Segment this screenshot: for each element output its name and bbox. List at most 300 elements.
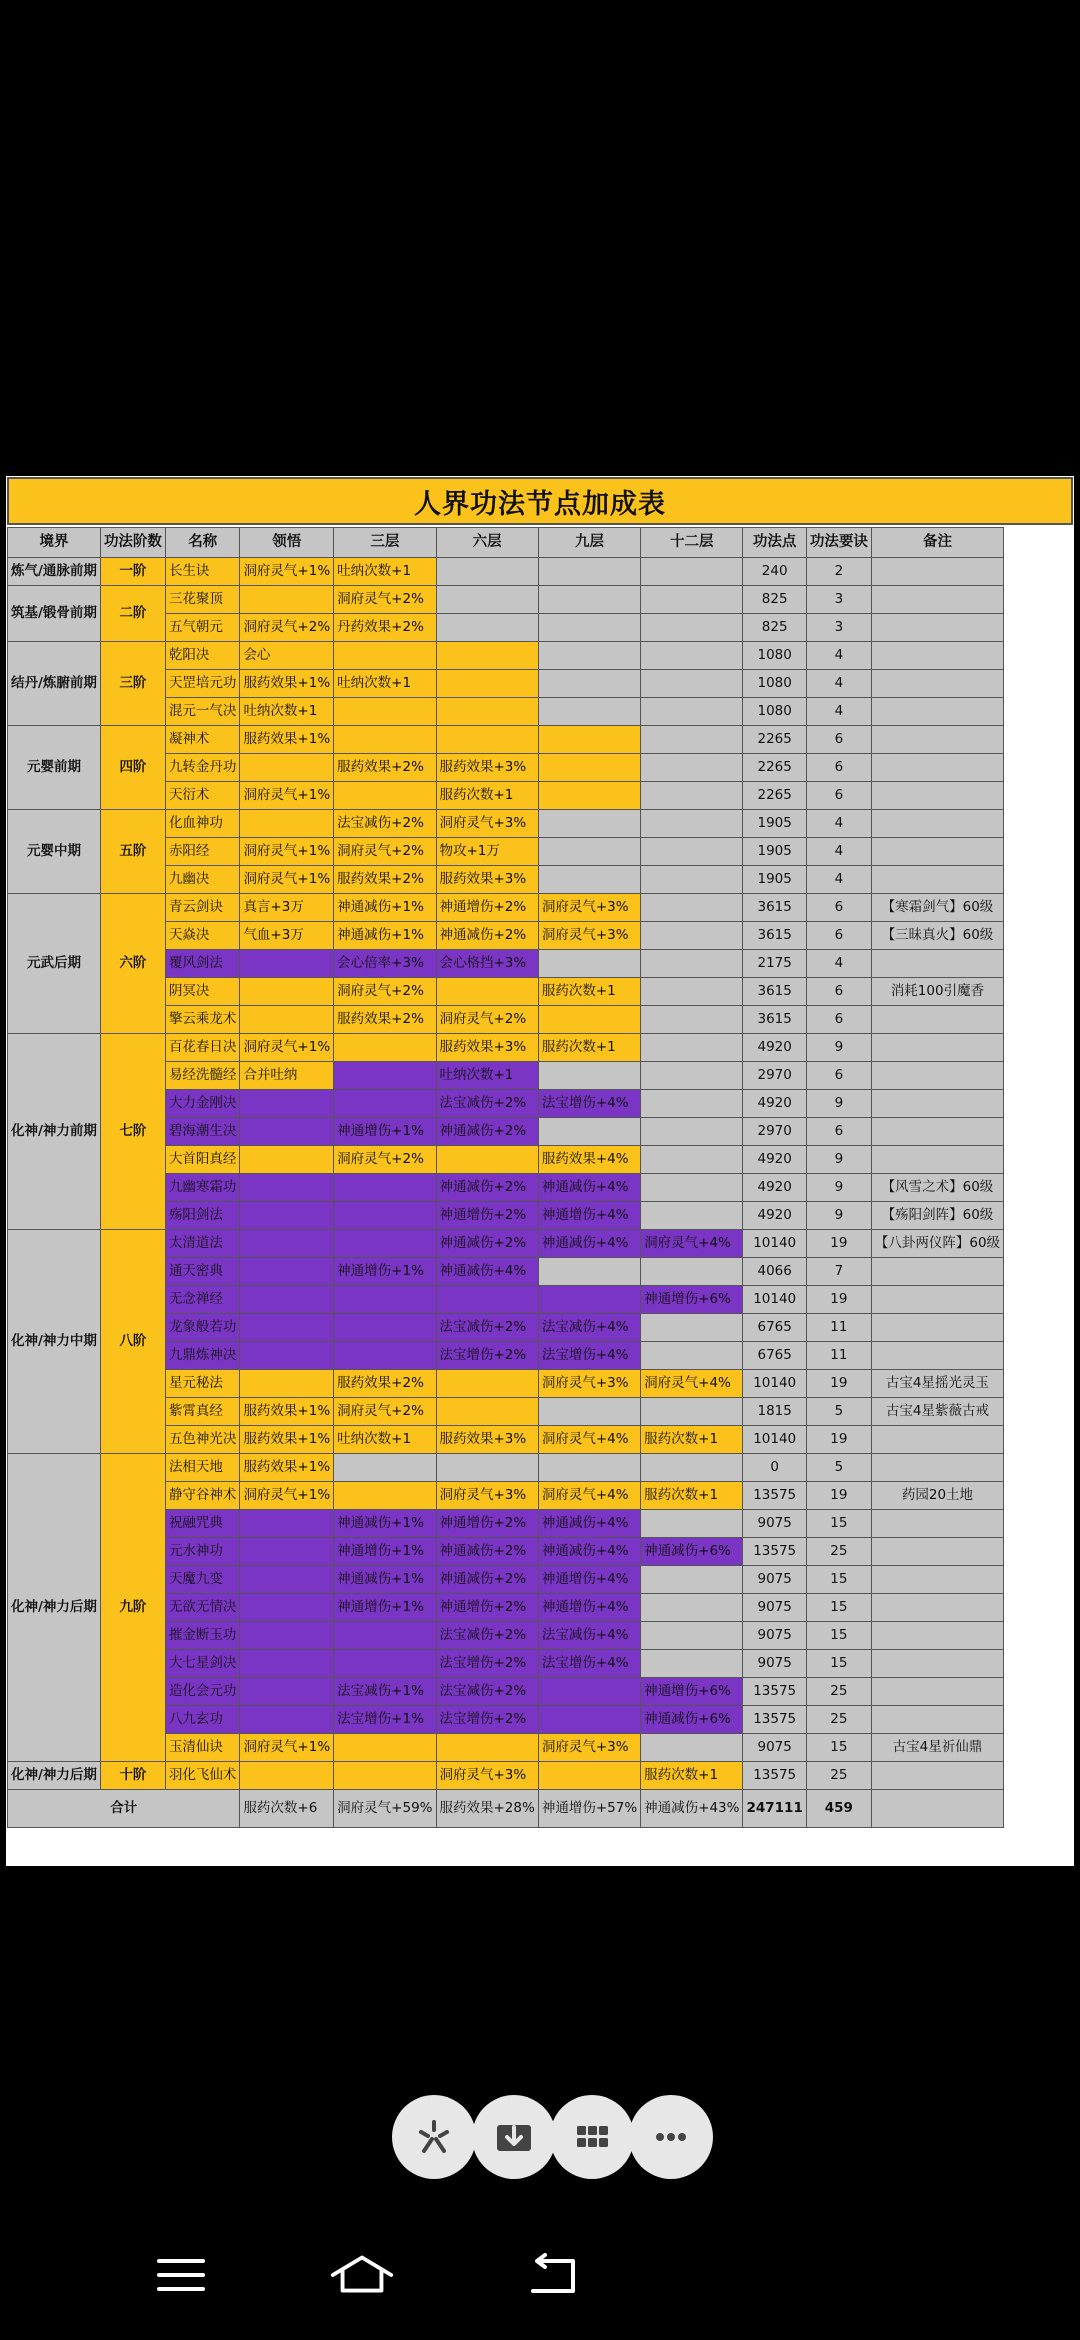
bonus-cell: 洞府灵气+1% <box>240 1734 334 1762</box>
note-cell <box>871 1062 1003 1090</box>
keys-cell: 6 <box>806 1118 871 1146</box>
total-bonus: 神通减伤+43% <box>641 1790 743 1828</box>
bonus-cell: 法宝增伤+1% <box>334 1706 436 1734</box>
keys-cell: 6 <box>806 894 871 922</box>
note-cell <box>871 1258 1003 1286</box>
bonus-cell: 洞府灵气+2% <box>334 1146 436 1174</box>
bonus-cell: 洞府灵气+1% <box>240 1482 334 1510</box>
note-cell <box>871 1286 1003 1314</box>
nav-home-button[interactable] <box>327 2240 397 2310</box>
bonus-cell: 法宝减伤+2% <box>334 810 436 838</box>
bonus-cell: 洞府灵气+4% <box>538 1482 640 1510</box>
points-cell: 4066 <box>743 1258 806 1286</box>
table-row <box>8 642 1004 670</box>
table-row <box>8 810 1004 838</box>
grade-cell: 三阶 <box>100 642 165 726</box>
bonus-cell <box>641 1034 743 1062</box>
bonus-cell: 丹药效果+2% <box>334 614 436 642</box>
keys-cell: 25 <box>806 1678 871 1706</box>
bonus-cell: 洞府灵气+2% <box>334 586 436 614</box>
total-row <box>8 1790 1004 1828</box>
keys-cell: 6 <box>806 978 871 1006</box>
points-cell: 13575 <box>743 1762 806 1790</box>
note-cell: 【三昧真火】60级 <box>871 922 1003 950</box>
bonus-cell <box>334 1286 436 1314</box>
bonus-cell <box>240 1678 334 1706</box>
bonus-cell: 洞府灵气+3% <box>436 810 538 838</box>
bonus-cell <box>334 726 436 754</box>
bonus-cell: 神通减伤+6% <box>641 1706 743 1734</box>
technique-name: 通天密典 <box>165 1258 240 1286</box>
bonus-cell: 神通减伤+4% <box>538 1538 640 1566</box>
technique-name: 覆风剑法 <box>165 950 240 978</box>
technique-name: 三花聚顶 <box>165 586 240 614</box>
bonus-cell <box>641 810 743 838</box>
bonus-cell <box>641 894 743 922</box>
bonus-cell: 服药效果+1% <box>240 1398 334 1426</box>
bonus-cell: 服药效果+1% <box>240 726 334 754</box>
bonus-cell: 法宝增伤+4% <box>538 1090 640 1118</box>
grid-button[interactable] <box>550 2095 634 2179</box>
bonus-cell <box>334 1314 436 1342</box>
technique-name: 无念禅经 <box>165 1286 240 1314</box>
bonus-cell <box>436 614 538 642</box>
bonus-cell: 洞府灵气+3% <box>538 894 640 922</box>
technique-name: 凝神术 <box>165 726 240 754</box>
bonus-cell <box>641 754 743 782</box>
points-cell: 9075 <box>743 1734 806 1762</box>
bonus-cell <box>334 1734 436 1762</box>
bonus-cell: 神通减伤+1% <box>334 894 436 922</box>
keys-cell: 15 <box>806 1622 871 1650</box>
column-header: 备注 <box>871 528 1003 558</box>
points-cell: 2970 <box>743 1062 806 1090</box>
bonus-cell: 神通增伤+4% <box>538 1594 640 1622</box>
realm-cell: 元婴中期 <box>8 810 101 894</box>
bonus-cell <box>334 1062 436 1090</box>
column-header: 六层 <box>436 528 538 558</box>
realm-cell: 元婴前期 <box>8 726 101 810</box>
keys-cell: 25 <box>806 1762 871 1790</box>
bonus-cell: 服药次数+1 <box>436 782 538 810</box>
bonus-cell <box>641 838 743 866</box>
points-cell: 2265 <box>743 726 806 754</box>
bonus-cell <box>641 1090 743 1118</box>
keys-cell: 19 <box>806 1286 871 1314</box>
note-cell <box>871 1146 1003 1174</box>
bonus-cell <box>240 1286 334 1314</box>
note-cell <box>871 754 1003 782</box>
bonus-cell: 神通减伤+1% <box>334 1566 436 1594</box>
table-title: 人界功法节点加成表 <box>7 477 1073 525</box>
keys-cell: 19 <box>806 1426 871 1454</box>
note-cell <box>871 558 1003 586</box>
grade-cell: 十阶 <box>100 1762 165 1790</box>
bonus-cell <box>641 1146 743 1174</box>
bonus-cell <box>436 1734 538 1762</box>
bonus-cell: 吐纳次数+1 <box>334 670 436 698</box>
bonus-cell: 神通减伤+2% <box>436 1174 538 1202</box>
bonus-cell <box>436 1454 538 1482</box>
points-cell: 2175 <box>743 950 806 978</box>
bonus-cell: 神通增伤+4% <box>538 1202 640 1230</box>
points-cell: 3615 <box>743 1006 806 1034</box>
bonus-cell: 会心倍率+3% <box>334 950 436 978</box>
bonus-cell: 洞府灵气+2% <box>334 978 436 1006</box>
bonus-cell <box>334 1482 436 1510</box>
grade-cell: 六阶 <box>100 894 165 1034</box>
bonus-cell <box>240 1342 334 1370</box>
bonus-cell <box>240 978 334 1006</box>
table-row <box>8 726 1004 754</box>
bonus-cell <box>334 1174 436 1202</box>
column-header: 境界 <box>8 528 101 558</box>
keys-cell: 6 <box>806 1006 871 1034</box>
bonus-cell <box>436 642 538 670</box>
bonus-cell: 吐纳次数+1 <box>334 1426 436 1454</box>
bonus-cell <box>436 1398 538 1426</box>
technique-name: 五色神光决 <box>165 1426 240 1454</box>
bonus-cell: 服药次数+1 <box>641 1762 743 1790</box>
bonus-cell <box>240 1230 334 1258</box>
keys-cell: 9 <box>806 1146 871 1174</box>
realm-cell: 化神/神力后期 <box>8 1762 101 1790</box>
keys-cell: 15 <box>806 1734 871 1762</box>
nav-back-button[interactable] <box>516 2240 586 2310</box>
keys-cell: 15 <box>806 1510 871 1538</box>
bonus-cell: 会心 <box>240 642 334 670</box>
keys-cell: 9 <box>806 1174 871 1202</box>
realm-cell: 元武后期 <box>8 894 101 1034</box>
keys-cell: 3 <box>806 586 871 614</box>
bonus-cell <box>641 866 743 894</box>
menu-icon <box>153 2255 209 2295</box>
note-cell <box>871 586 1003 614</box>
bonus-cell: 吐纳次数+1 <box>334 558 436 586</box>
bonus-cell <box>240 754 334 782</box>
bonus-cell: 洞府灵气+4% <box>538 1426 640 1454</box>
note-cell <box>871 838 1003 866</box>
bonus-cell: 气血+3万 <box>240 922 334 950</box>
points-cell: 3615 <box>743 978 806 1006</box>
technique-name: 八九玄功 <box>165 1706 240 1734</box>
bonus-cell <box>240 1146 334 1174</box>
grade-cell: 八阶 <box>100 1230 165 1454</box>
bonus-cell <box>436 558 538 586</box>
bonus-cell <box>538 586 640 614</box>
bonus-cell <box>240 1370 334 1398</box>
keys-cell: 6 <box>806 754 871 782</box>
realm-cell: 化神/神力前期 <box>8 1034 101 1230</box>
more-button[interactable] <box>629 2095 713 2179</box>
bonus-cell: 吐纳次数+1 <box>436 1062 538 1090</box>
table-row <box>8 558 1004 586</box>
bonus-cell <box>240 1258 334 1286</box>
bonus-cell: 洞府灵气+3% <box>436 1762 538 1790</box>
bonus-cell: 洞府灵气+2% <box>334 838 436 866</box>
image-viewer-controls <box>0 2065 1080 2185</box>
note-cell <box>871 698 1003 726</box>
column-header: 功法点 <box>743 528 806 558</box>
note-cell: 药园20土地 <box>871 1482 1003 1510</box>
column-header: 功法阶数 <box>100 528 165 558</box>
bonus-cell <box>436 670 538 698</box>
bonus-cell <box>538 1762 640 1790</box>
technique-name: 大首阳真经 <box>165 1146 240 1174</box>
bonus-cell <box>436 1286 538 1314</box>
note-cell <box>871 1034 1003 1062</box>
note-cell <box>871 1454 1003 1482</box>
points-cell: 9075 <box>743 1650 806 1678</box>
technique-name: 天焱决 <box>165 922 240 950</box>
technique-name: 混元一气决 <box>165 698 240 726</box>
bonus-cell: 神通增伤+1% <box>334 1118 436 1146</box>
bonus-cell <box>436 698 538 726</box>
bonus-cell <box>641 586 743 614</box>
table-row <box>8 1454 1004 1482</box>
note-cell: 【风雪之术】60级 <box>871 1174 1003 1202</box>
bonus-cell <box>538 1678 640 1706</box>
keys-cell: 11 <box>806 1342 871 1370</box>
bonus-cell: 洞府灵气+3% <box>538 1734 640 1762</box>
technique-name: 祝融咒典 <box>165 1510 240 1538</box>
bonus-cell <box>436 978 538 1006</box>
bonus-cell: 服药效果+1% <box>240 670 334 698</box>
note-cell <box>871 1678 1003 1706</box>
points-cell: 13575 <box>743 1482 806 1510</box>
bonus-cell <box>641 1342 743 1370</box>
bonus-cell: 神通减伤+1% <box>334 1510 436 1538</box>
technique-name: 太清道法 <box>165 1230 240 1258</box>
bonus-cell <box>641 1202 743 1230</box>
download-button[interactable] <box>472 2095 556 2179</box>
technique-name: 易经洗髓经 <box>165 1062 240 1090</box>
note-cell <box>871 950 1003 978</box>
keys-cell: 19 <box>806 1482 871 1510</box>
bonus-cell <box>436 726 538 754</box>
bonus-cell: 洞府灵气+3% <box>538 922 640 950</box>
bonus-cell: 洞府灵气+1% <box>240 782 334 810</box>
bonus-cell: 法宝减伤+2% <box>436 1678 538 1706</box>
technique-name: 龙象般若功 <box>165 1314 240 1342</box>
points-cell: 10140 <box>743 1230 806 1258</box>
bonus-cell: 洞府灵气+3% <box>538 1370 640 1398</box>
points-cell: 4920 <box>743 1090 806 1118</box>
bonus-cell <box>641 1566 743 1594</box>
technique-name: 青云剑诀 <box>165 894 240 922</box>
bonus-cell: 神通增伤+1% <box>334 1538 436 1566</box>
bonus-cell <box>641 1398 743 1426</box>
bonus-cell <box>641 698 743 726</box>
technique-name: 擎云乘龙术 <box>165 1006 240 1034</box>
total-label: 合计 <box>8 1790 240 1828</box>
bonus-cell: 法宝减伤+2% <box>436 1622 538 1650</box>
note-cell <box>871 1706 1003 1734</box>
bonus-cell: 洞府灵气+2% <box>240 614 334 642</box>
bonus-cell: 洞府灵气+2% <box>436 1006 538 1034</box>
bonus-cell: 神通减伤+4% <box>538 1230 640 1258</box>
column-header: 十二层 <box>641 528 743 558</box>
grade-cell: 七阶 <box>100 1034 165 1230</box>
bonus-cell <box>538 838 640 866</box>
lens-button[interactable] <box>392 2095 476 2179</box>
home-icon <box>327 2253 397 2297</box>
bonus-cell: 洞府灵气+4% <box>641 1230 743 1258</box>
realm-cell: 化神/神力中期 <box>8 1230 101 1454</box>
keys-cell: 4 <box>806 698 871 726</box>
bonus-cell <box>538 950 640 978</box>
total-bonus: 洞府灵气+59% <box>334 1790 436 1828</box>
note-cell <box>871 810 1003 838</box>
bonus-cell <box>641 1734 743 1762</box>
bonus-cell: 洞府灵气+2% <box>334 1398 436 1426</box>
table-row <box>8 1230 1004 1258</box>
bonus-cell <box>538 1118 640 1146</box>
bonus-cell <box>240 950 334 978</box>
bonus-cell: 服药效果+3% <box>436 1034 538 1062</box>
bonus-cell: 神通减伤+4% <box>538 1174 640 1202</box>
technique-name: 法相天地 <box>165 1454 240 1482</box>
keys-cell: 2 <box>806 558 871 586</box>
bonus-cell <box>538 1454 640 1482</box>
points-cell: 4920 <box>743 1202 806 1230</box>
column-header: 领悟 <box>240 528 334 558</box>
table-row <box>8 1762 1004 1790</box>
note-cell <box>871 1426 1003 1454</box>
note-cell <box>871 726 1003 754</box>
bonus-cell: 服药效果+3% <box>436 866 538 894</box>
bonus-cell <box>641 670 743 698</box>
technique-name: 五气朝元 <box>165 614 240 642</box>
technique-name: 天罡培元功 <box>165 670 240 698</box>
bonus-cell: 会心格挡+3% <box>436 950 538 978</box>
grid-icon <box>570 2115 614 2159</box>
grade-cell: 一阶 <box>100 558 165 586</box>
bonus-cell <box>240 1594 334 1622</box>
keys-cell: 9 <box>806 1202 871 1230</box>
note-cell: 消耗100引魔香 <box>871 978 1003 1006</box>
bonus-cell: 服药效果+2% <box>334 754 436 782</box>
bonus-cell <box>641 950 743 978</box>
note-cell <box>871 1342 1003 1370</box>
bonus-cell <box>334 1090 436 1118</box>
bonus-cell <box>641 1062 743 1090</box>
note-cell <box>871 670 1003 698</box>
keys-cell: 4 <box>806 810 871 838</box>
bonus-cell: 法宝减伤+2% <box>436 1314 538 1342</box>
bonus-cell <box>240 810 334 838</box>
keys-cell: 6 <box>806 726 871 754</box>
points-cell: 10140 <box>743 1370 806 1398</box>
bonus-cell <box>538 614 640 642</box>
note-cell <box>871 642 1003 670</box>
note-cell <box>871 1538 1003 1566</box>
points-cell: 3615 <box>743 894 806 922</box>
technique-name: 九幽寒霜功 <box>165 1174 240 1202</box>
technique-name: 乾阳决 <box>165 642 240 670</box>
bonus-cell <box>538 726 640 754</box>
bonus-cell: 洞府灵气+4% <box>641 1370 743 1398</box>
note-cell <box>871 1006 1003 1034</box>
total-bonus: 服药次数+6 <box>240 1790 334 1828</box>
bonus-cell: 服药效果+3% <box>436 1426 538 1454</box>
bonus-cell <box>334 1230 436 1258</box>
bonus-cell: 法宝减伤+4% <box>538 1622 640 1650</box>
bonus-cell <box>538 642 640 670</box>
keys-cell: 15 <box>806 1650 871 1678</box>
bonus-cell <box>334 642 436 670</box>
technique-name: 大力金刚决 <box>165 1090 240 1118</box>
bonus-cell: 神通减伤+4% <box>436 1258 538 1286</box>
bonus-cell <box>240 1006 334 1034</box>
bonus-cell <box>334 1202 436 1230</box>
points-cell: 10140 <box>743 1426 806 1454</box>
grade-cell: 五阶 <box>100 810 165 894</box>
total-bonus: 服药效果+28% <box>436 1790 538 1828</box>
bonus-cell: 服药次数+1 <box>641 1482 743 1510</box>
technique-name: 玉清仙诀 <box>165 1734 240 1762</box>
nav-menu-button[interactable] <box>146 2240 216 2310</box>
points-cell: 10140 <box>743 1286 806 1314</box>
bonus-cell <box>538 810 640 838</box>
technique-name: 摧金断玉功 <box>165 1622 240 1650</box>
bonus-cell: 法宝增伤+2% <box>436 1706 538 1734</box>
bonus-cell: 法宝增伤+4% <box>538 1650 640 1678</box>
bonus-cell <box>641 1454 743 1482</box>
points-cell: 6765 <box>743 1314 806 1342</box>
data-table <box>7 527 1004 1828</box>
bonus-cell: 法宝增伤+2% <box>436 1342 538 1370</box>
realm-cell: 化神/神力后期 <box>8 1454 101 1762</box>
points-cell: 9075 <box>743 1566 806 1594</box>
note-cell: 【殇阳剑阵】60级 <box>871 1202 1003 1230</box>
bonus-cell: 洞府灵气+1% <box>240 838 334 866</box>
technique-name: 无欲无情决 <box>165 1594 240 1622</box>
total-note <box>871 1790 1003 1828</box>
bonus-cell <box>240 1622 334 1650</box>
bonus-cell <box>436 586 538 614</box>
note-cell: 古宝4星祈仙鼎 <box>871 1734 1003 1762</box>
points-cell: 825 <box>743 586 806 614</box>
technique-name: 碧海潮生决 <box>165 1118 240 1146</box>
points-cell: 4920 <box>743 1034 806 1062</box>
points-cell: 4920 <box>743 1174 806 1202</box>
table-image <box>6 476 1074 1866</box>
bonus-cell: 神通减伤+4% <box>538 1510 640 1538</box>
points-cell: 13575 <box>743 1538 806 1566</box>
column-header: 名称 <box>165 528 240 558</box>
bonus-cell <box>334 1454 436 1482</box>
points-cell: 3615 <box>743 922 806 950</box>
keys-cell: 19 <box>806 1370 871 1398</box>
bonus-cell <box>538 1286 640 1314</box>
bonus-cell <box>240 1118 334 1146</box>
points-cell: 2970 <box>743 1118 806 1146</box>
points-cell: 825 <box>743 614 806 642</box>
points-cell: 1905 <box>743 866 806 894</box>
bonus-cell <box>334 698 436 726</box>
bonus-cell <box>641 1258 743 1286</box>
bonus-cell <box>641 922 743 950</box>
bonus-cell <box>641 1006 743 1034</box>
points-cell: 1905 <box>743 838 806 866</box>
points-cell: 6765 <box>743 1342 806 1370</box>
bonus-cell <box>641 726 743 754</box>
points-cell: 1080 <box>743 698 806 726</box>
technique-name: 星元秘法 <box>165 1370 240 1398</box>
bonus-cell <box>641 1650 743 1678</box>
bonus-cell: 神通减伤+2% <box>436 1230 538 1258</box>
